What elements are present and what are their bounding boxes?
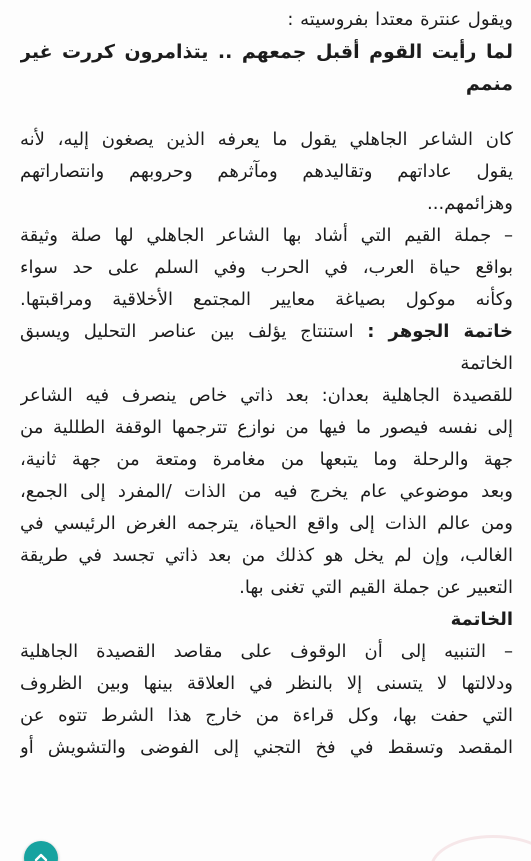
core-conclusion-line: الخاتمة — [460, 353, 513, 374]
core-conclusion-heading: خاتمة الجوهر : — [367, 321, 513, 342]
conclusion-line: المقصد وتسقط في فخ التجني إلى الفوضى والتشويش أو — [20, 737, 513, 758]
intro-line: ويقول عنترة معتدا بفروسيته : — [287, 9, 513, 30]
conclusion-heading: الخاتمة — [450, 609, 513, 630]
chevron-up-icon — [32, 849, 50, 861]
conclusion-line: ودلالتها لا يتسنى إلا بالنظر في العلاقة بينها وبين الظروف — [20, 673, 513, 694]
core-conclusion-line: الغالب، وإن لم يخل هو كذلك من بعد ذاتي تجسد في طريقة — [20, 545, 513, 566]
core-conclusion-line-1 — [20, 316, 513, 348]
core-conclusion-line: جهة والرحلة وما يتبعها من مغامرة ومتعة من جهة ثانية، — [20, 449, 513, 470]
paragraph-1-line-1: كان الشاعر الجاهلي يقول ما يعرفه الذين يصغون إليه، لأنه — [20, 129, 513, 150]
core-conclusion-line: وبعد موضوعي عام يخرج فيه من الذات /المفرد إلى الجمع، — [20, 481, 513, 502]
verse-line-1: لما رأيت القوم أقبل جمعهم .. يتذامرون كررت غير — [20, 41, 513, 63]
conclusion-line: – التنبيه إلى أن الوقوف على مقاصد القصيدة الجاهلية — [20, 641, 513, 662]
paragraph-2-line-1: – جملة القيم التي أشاد بها الشاعر الجاهلي لها صلة وثيقة — [20, 225, 513, 246]
core-conclusion-line: إلى نفسه فيصور ما فيها من نوازع تترجمها الوقفة الطللية من — [20, 417, 513, 438]
core-conclusion-line: ومن عالم الذات إلى واقع الحياة، يترجمه الغرض الرئيسي في — [20, 513, 513, 534]
core-conclusion-first-line: استنتاج يؤلف بين عناصر التحليل ويسبق — [20, 321, 354, 342]
paragraph-1-line-2: يقول عاداتهم وتقاليدهم ومآثرهم وحروبهم وانتصاراتهم — [20, 161, 513, 182]
paragraph-2-line-3: وكأنه موكول بصياغة معايير المجتمع الأخلاقية ومراقبتها. — [20, 289, 513, 310]
verse-line-2: منمم — [465, 73, 513, 95]
conclusion-line: التي حفت بها، وكل قراءة من خارج هذا الشرط تتوه عن — [20, 705, 513, 726]
spacer — [20, 100, 513, 124]
core-conclusion-line: للقصيدة الجاهلية بعدان: بعد ذاتي خاص ينصرف فيه الشاعر — [20, 385, 513, 406]
core-conclusion-line: التعبير عن جملة القيم التي تغنى بها. — [239, 577, 513, 598]
paragraph-2-line-2: بواقع حياة العرب، في الحرب وفي السلم على حد سواء — [20, 257, 513, 278]
paragraph-1-line-3: وهزائمهم... — [427, 193, 513, 214]
